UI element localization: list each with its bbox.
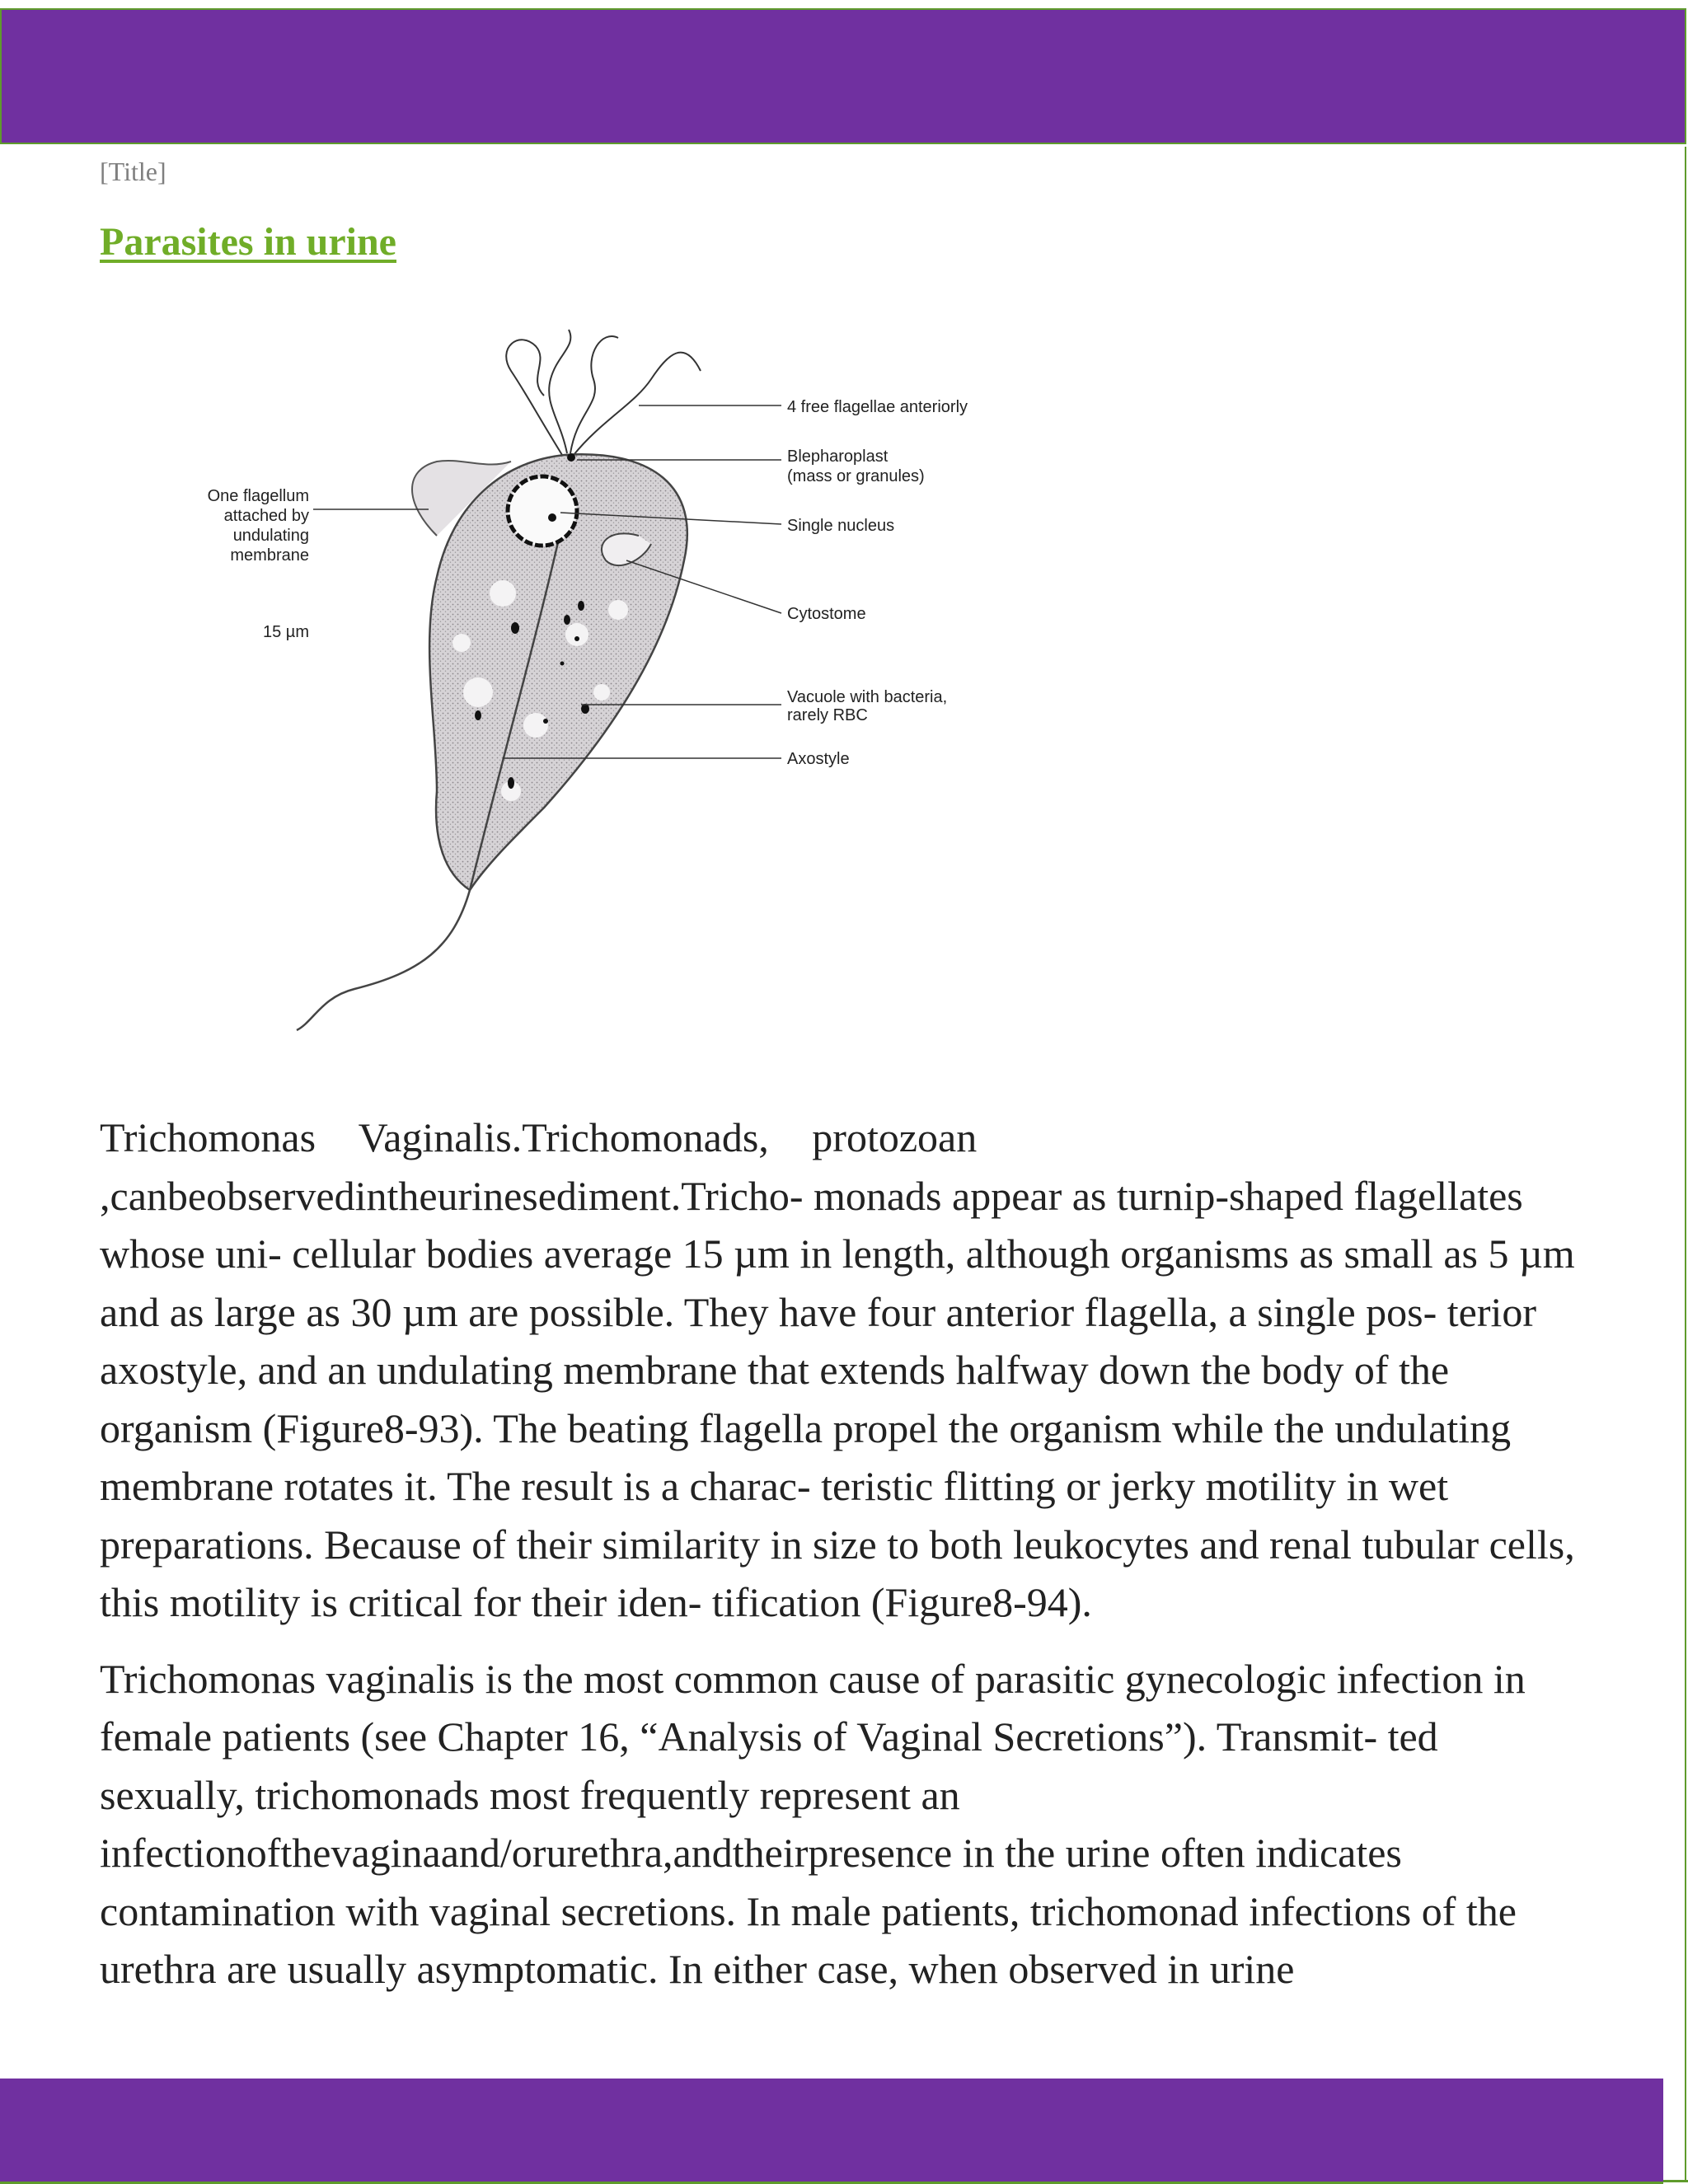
anterior-flagella (506, 330, 701, 455)
paragraph-2: Trichomonas vaginalis is the most common cause of parasitic gynecologic infection in female patients (see Chapter 16, “Analysis of Vaginal Secretions”). Transmit- ted sexually, trichomonads most frequently represent an infectionofthevaginaand/orurethra,andtheirpresence in the urine often indicates contamination with vaginal secretions. In male patients, trichomonad infections of the urethra are usually asymptomatic. In either case, when observed in urine (100, 1655, 1526, 1992)
label-flagellum-1: One flagellum (207, 487, 309, 505)
label-axostyle: Axostyle (787, 750, 850, 768)
label-nucleus: Single nucleus (787, 517, 895, 535)
page-border-right (1685, 147, 1686, 2182)
nucleus (508, 476, 577, 546)
label-flagellae: 4 free flagellae anteriorly (787, 398, 968, 416)
label-flagellum-4: membrane (230, 546, 309, 565)
label-blepharoplast: Blepharoplast (787, 448, 889, 466)
trichomonas-diagram (190, 297, 1006, 1038)
label-blepharoplast-detail: (mass or granules) (787, 467, 925, 485)
label-cytostome: Cytostome (787, 605, 866, 623)
title-placeholder[interactable]: [Title] (100, 157, 166, 186)
header-band (0, 8, 1686, 144)
footer-border (1663, 2180, 1688, 2182)
paragraph-1-rest: ,canbeobservedintheurinesediment.Tricho- monads appear as turnip-shaped flagellates whose uni- cellular bodies average 15 µm in length, although organisms as small as 5 µm and as large as 30 µm are possible. They have four anterior flagella, a single pos- terior axostyle, and an undulating membrane that extends halfway down the body of the organism (Figure8-93). The beating flagella propel the organism while the undulating membrane rotates it. The result is a charac- teristic flitting or jerky motility in wet preparations. Because of their similarity in size to both leukocytes and renal tubular cells, this motility is critical for their iden- tification (Figure8-94). (100, 1172, 1575, 1625)
label-flagellum-2: attached by (223, 507, 309, 525)
page-heading: Parasites in urine (100, 220, 396, 264)
label-flagellum-3: undulating (232, 527, 309, 545)
label-vacuole-detail: rarely RBC (787, 706, 868, 724)
paragraph-1 (100, 1108, 1592, 1632)
footer-band (0, 2079, 1663, 2184)
label-vacuole: Vacuole with bacteria, (787, 688, 948, 706)
body-text (100, 1108, 1592, 2017)
paragraph-1-line-1: Trichomonas Vaginalis.Trichomonads, protozoan (100, 1114, 978, 1160)
label-size: 15 µm (263, 623, 309, 641)
